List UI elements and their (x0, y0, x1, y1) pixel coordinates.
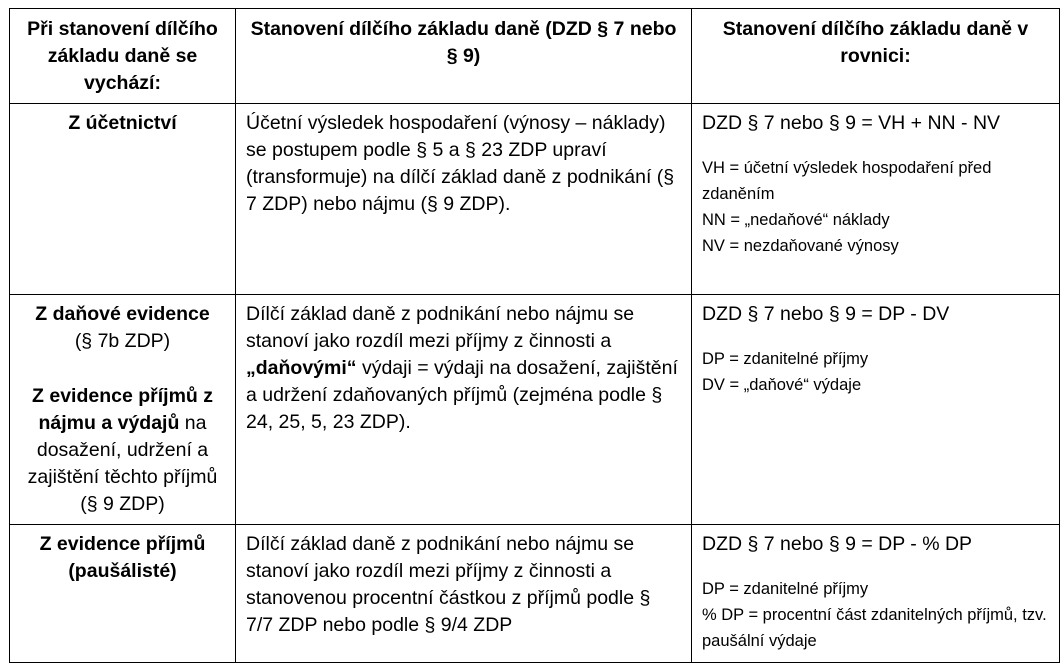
equation-legend (702, 155, 1049, 259)
legend-item: % DP = procentní část zdanitelných příjmů, tzv. paušální výdaje (702, 606, 1047, 650)
header-equation: Stanovení dílčího základu daně v rovnici: (692, 9, 1060, 104)
legend-item: VH = účetní výsledek hospodaření před zdaněním (702, 159, 992, 203)
row-equation-cell (692, 295, 1060, 525)
legend-item: NN = „nedaňové“ náklady (702, 211, 890, 229)
row-source: Z evidence příjmů (paušálisté) (10, 525, 236, 663)
description-text: Dílčí základ daně z podnikání nebo nájmu se stanoví jako rozdíl mezi příjmy z činnosti a (246, 303, 635, 352)
equation-legend (702, 346, 1049, 398)
equation: DZD § 7 nebo § 9 = VH + NN - NV (702, 112, 1001, 134)
header-source: Při stanovení dílčího základu daně se vychází: (10, 9, 236, 104)
source-secondary-text: na dosažení, udržení a zajištění těchto příjmů (§ 9 ZDP) (27, 412, 218, 515)
legend-item: DP = zdanitelné příjmy (702, 350, 869, 368)
header-determination: Stanovení dílčího základu daně (DZD § 7 nebo § 9) (236, 9, 692, 104)
equation: DZD § 7 nebo § 9 = DP - DV (702, 303, 950, 325)
source-title: Z daňové evidence (35, 303, 210, 325)
row-description (236, 295, 692, 525)
row-equation-cell (692, 525, 1060, 663)
table-row-flat-rate (10, 525, 1060, 663)
row-description: Dílčí základ daně z podnikání nebo nájmu se stanoví jako rozdíl mezi příjmy z činnosti a stanovenou procentní částkou z příjmů podle § 7/7 ZDP nebo podle § 9/4 ZDP (236, 525, 692, 663)
description-text: výdaji = výdaji na dosažení, zajištění a udržení zdaňovaných příjmů (zejména podle § 24, 25, 5, 23 ZDP). (246, 357, 678, 433)
source-title-secondary: Z evidence příjmů z nájmu a výdajů (32, 385, 213, 434)
legend-item: DP = zdanitelné příjmy (702, 580, 869, 598)
row-source: Z účetnictví (10, 104, 236, 295)
table-row-accounting (10, 104, 1060, 295)
tax-base-table (9, 8, 1060, 663)
source-reference: (§ 7b ZDP) (74, 330, 171, 352)
header-row (10, 9, 1060, 104)
description-emphasis: „daňovými“ (246, 357, 357, 379)
row-description: Účetní výsledek hospodaření (výnosy – náklady) se postupem podle § 5 a § 23 ZDP upraví (transformuje) na dílčí základ daně z podnikání (§ 7 ZDP) nebo nájmu (§ 9 ZDP). (236, 104, 692, 295)
legend-item: NV = nezdaňované výnosy (702, 237, 899, 255)
equation-legend (702, 576, 1049, 654)
equation: DZD § 7 nebo § 9 = DP - % DP (702, 533, 973, 555)
row-source (10, 295, 236, 525)
row-equation-cell (692, 104, 1060, 295)
legend-item: DV = „daňové“ výdaje (702, 376, 862, 394)
table-row-tax-records (10, 295, 1060, 525)
